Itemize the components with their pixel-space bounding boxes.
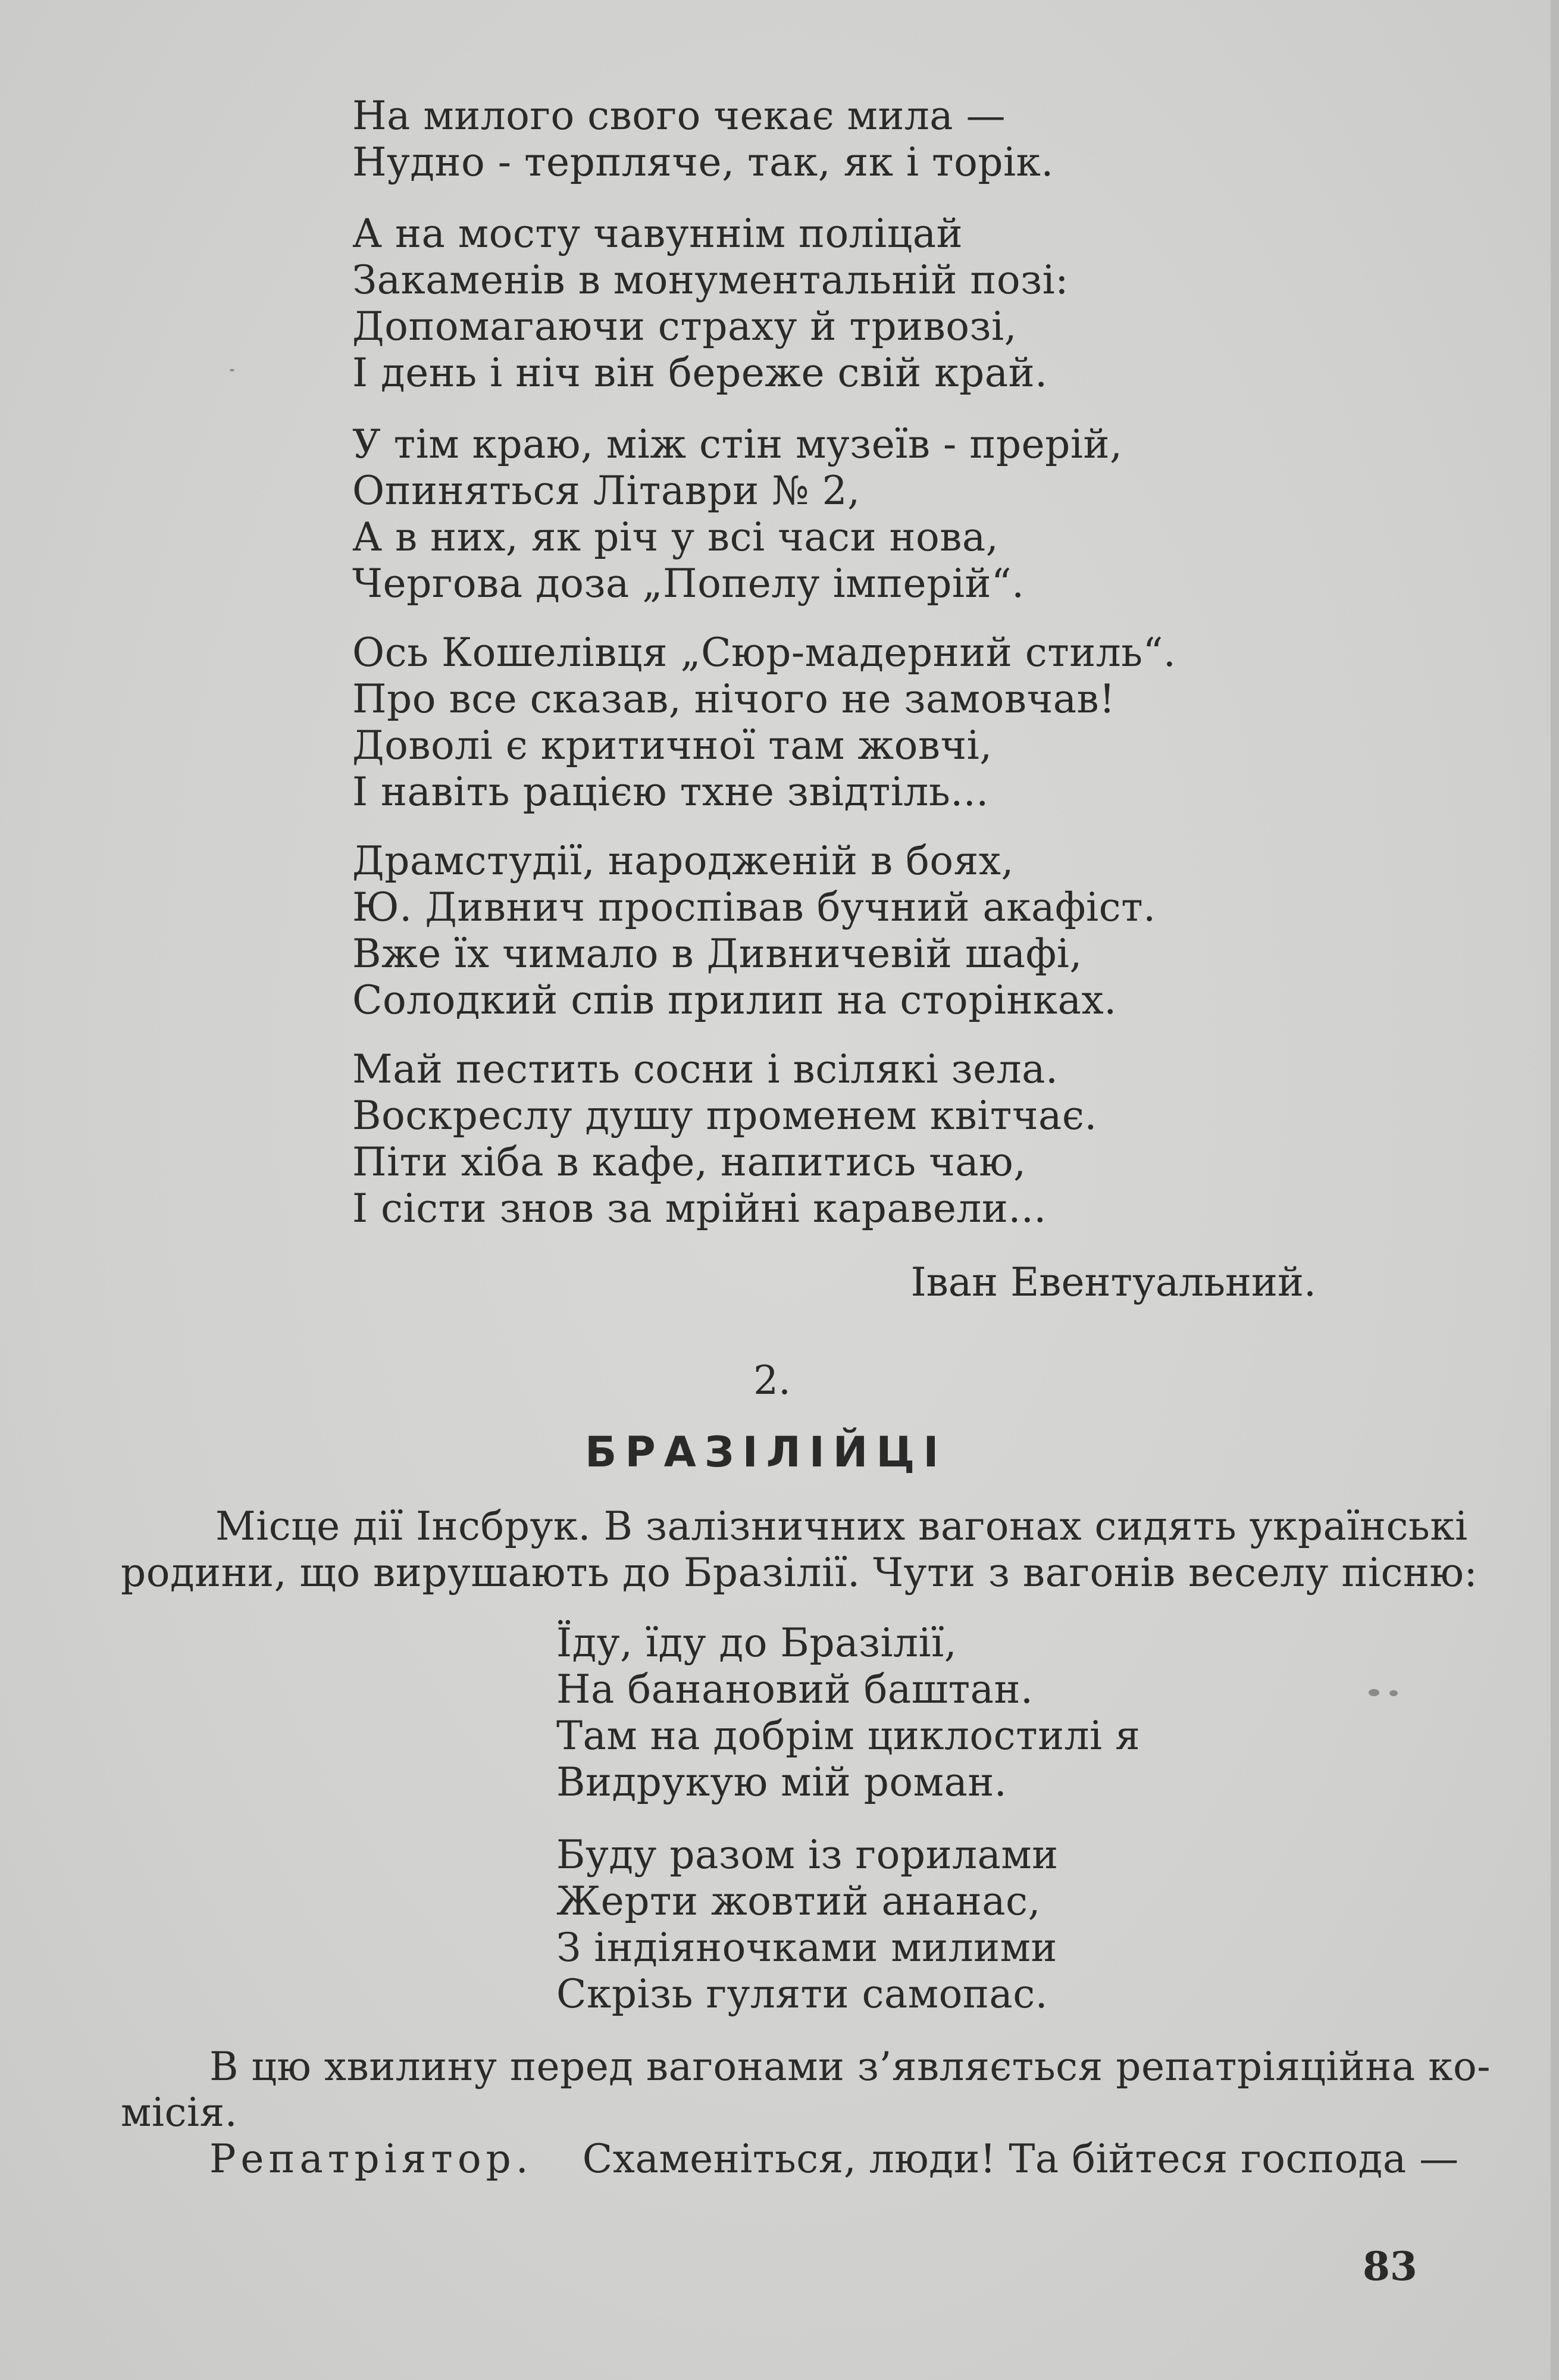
section-number: 2. [753, 1358, 791, 1403]
song-line: З індіяночками милими [556, 1925, 1057, 1971]
poem-line: І навіть рацією тхне звідтіль... [352, 769, 989, 815]
dialogue-text: Схаменіться, люди! Та бійтеся господа — [582, 2136, 1459, 2182]
poem-line: Воскреслу душу променем квітчає. [352, 1093, 1097, 1139]
poem-line: А на мосту чавуннім поліцай [352, 211, 963, 257]
poem-line: Допомагаючи страху й тривозі, [352, 304, 1018, 349]
intro-line: Місце дії Інсбрук. В залізничних вагонах сидять українські [215, 1503, 1468, 1549]
stage-direction-line: В цю хвилину перед вагонами з’являється репатріяційна ко- [209, 2044, 1491, 2090]
section-title: БРАЗІЛІЙЦІ [585, 1428, 947, 1477]
song-line: Жерти жовтий ананас, [556, 1878, 1041, 1924]
page-number: 83 [1363, 2243, 1417, 2290]
poem-line: Закаменів в монументальній позі: [352, 257, 1069, 303]
poem-line: Доволі є критичної там жовчі, [352, 723, 993, 768]
page-edge-shadow [1551, 0, 1559, 2380]
song-line: Їду, їду до Бразілії, [556, 1620, 957, 1666]
song-line: Там на добрім циклостилі я [556, 1713, 1141, 1759]
dialogue-line [209, 2135, 1459, 2183]
stage-direction-line: місія. [121, 2090, 238, 2135]
song-line: Буду разом із горилами [556, 1832, 1059, 1878]
poem-line: Драмстудії, народженій в боях, [352, 838, 1014, 884]
poem-line: І сісти знов за мрійні каравели... [352, 1186, 1047, 1231]
poem-line: Солодкий спів прилип на сторінках. [352, 977, 1117, 1023]
poem-line: На милого свого чекає мила — [352, 93, 1006, 139]
poem-line: Май пестить сосни і всілякі зела. [352, 1046, 1059, 1092]
poem-signature: Іван Евентуальний. [910, 1259, 1316, 1305]
poem-line: Опиняться Літаври № 2, [352, 468, 860, 514]
poem-line: Про все сказав, нічого не замовчав! [352, 676, 1116, 722]
song-line: На банановий баштан. [556, 1666, 1034, 1712]
song-line: Скрізь гуляти самопас. [556, 1971, 1048, 2017]
intro-line: родини, що вирушають до Бразілії. Чути з вагонів веселу пісню: [121, 1550, 1478, 1596]
poem-line: Вже їх чимало в Дивничевій шафі, [352, 931, 1082, 977]
poem-line: У тім краю, між стін музеїв - прерій, [352, 421, 1123, 467]
poem-line: Ось Кошелівця „Сюр-мадерний стиль“. [352, 630, 1176, 675]
print-speck [1369, 1689, 1379, 1696]
poem-line: Чергова доза „Попелу імперій“. [352, 561, 1025, 606]
poem-line: Нудно - терпляче, так, як і торік. [352, 139, 1054, 185]
speaker-name: Репатріятор. [209, 2136, 533, 2182]
print-speck [230, 369, 234, 371]
poem-line: І день і ніч він береже свій край. [352, 350, 1048, 396]
print-speck [1389, 1690, 1398, 1696]
poem-line: А в них, як річ у всі часи нова, [352, 514, 999, 560]
poem-line: Піти хіба в кафе, напитись чаю, [352, 1139, 1026, 1185]
poem-line: Ю. Дивнич проспівав бучний акафіст. [352, 884, 1156, 930]
song-line: Видрукую мій роман. [556, 1759, 1007, 1805]
